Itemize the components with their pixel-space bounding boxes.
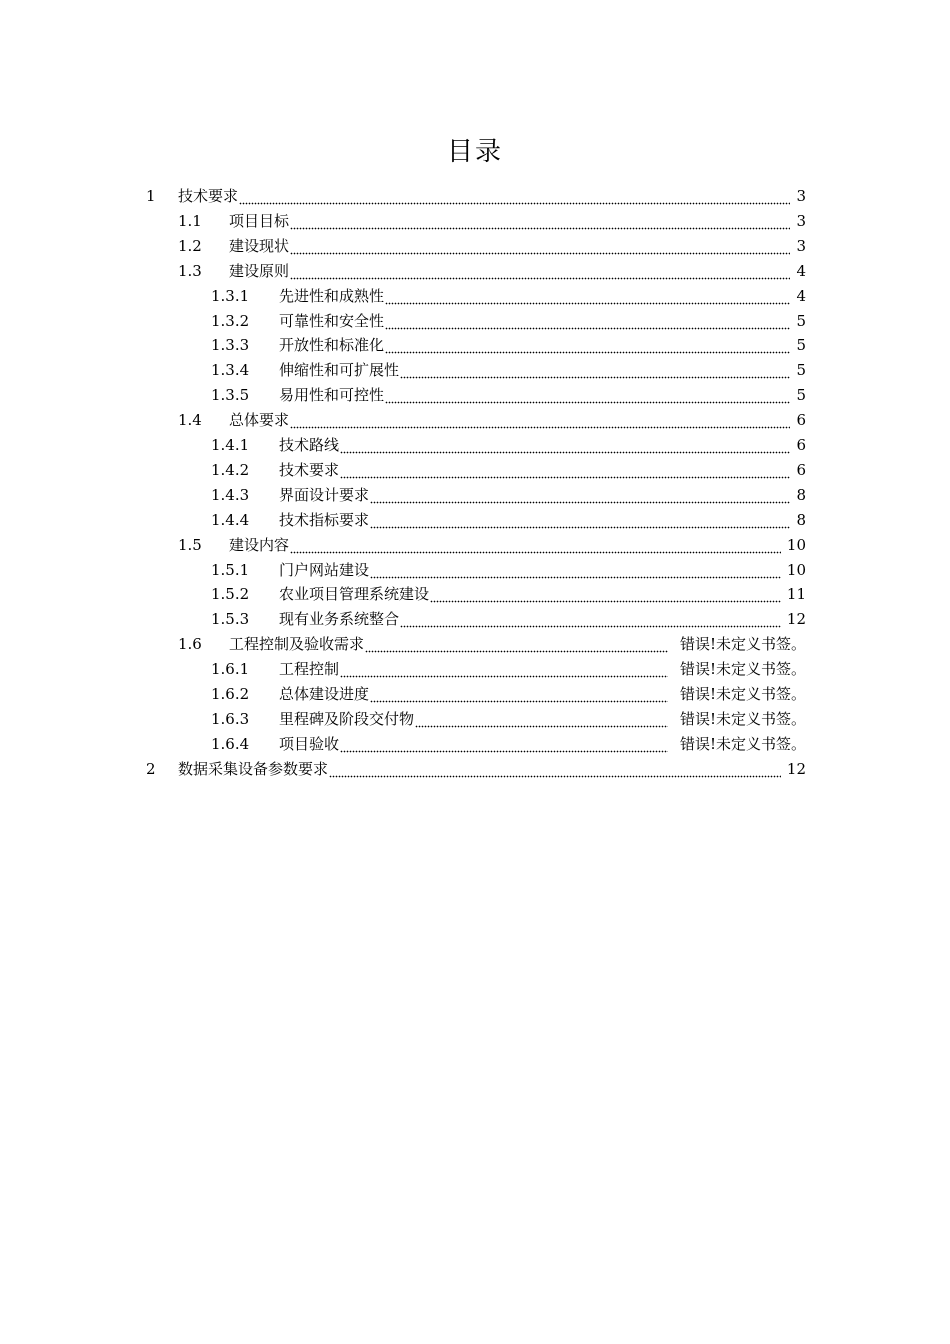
toc-entry-title: 农业项目管理系统建设 <box>279 585 430 604</box>
dot-leader <box>370 558 781 583</box>
toc-entry[interactable] <box>0 558 950 583</box>
toc-entry-title: 项目验收 <box>279 734 340 753</box>
toc-entry-number: 1.6.1 <box>211 660 250 679</box>
toc-entry-number: 1.1 <box>178 211 202 230</box>
dot-leader <box>290 234 790 259</box>
toc-entry-number: 1.4.1 <box>211 436 250 454</box>
toc-entry-title: 总体建设进度 <box>279 685 370 703</box>
toc-entry-title: 建设内容 <box>229 535 290 554</box>
dot-leader <box>430 582 781 607</box>
dot-leader <box>385 284 790 309</box>
toc-entry-number: 1.3.5 <box>211 386 250 405</box>
toc-entry-page-number: 8 <box>796 485 806 504</box>
toc-entry-number: 1.2 <box>178 236 202 255</box>
toc-entry[interactable] <box>0 309 950 334</box>
toc-entry-number: 1.5.3 <box>211 610 250 629</box>
toc-entry-page-number: 5 <box>796 361 806 380</box>
dot-leader <box>290 259 790 284</box>
toc-entry-title: 先进性和成熟性 <box>279 286 385 305</box>
toc-entry-number: 1.5.1 <box>211 560 250 579</box>
dot-leader <box>370 682 668 707</box>
toc-entry-number: 1.3 <box>178 261 202 280</box>
toc-entry-number: 1 <box>146 187 156 205</box>
toc-entry-page-number: 4 <box>796 261 806 280</box>
dot-leader <box>290 533 781 558</box>
dot-leader <box>385 309 790 334</box>
toc-entry-page-number: 错误!未定义书签。 <box>679 635 806 654</box>
toc-entry-title: 开放性和标准化 <box>279 336 385 355</box>
toc-entry-page-number: 错误!未定义书签。 <box>679 685 806 703</box>
toc-entry[interactable] <box>0 209 950 234</box>
dot-leader <box>370 483 790 508</box>
dot-leader <box>370 508 790 533</box>
toc-entry-page-number: 错误!未定义书签。 <box>679 709 806 728</box>
toc-entry-number: 1.4.3 <box>211 485 250 504</box>
toc-entry-number: 1.4.4 <box>211 510 250 529</box>
toc-entry-title: 伸缩性和可扩展性 <box>279 361 400 380</box>
toc-entry[interactable] <box>0 284 950 309</box>
dot-leader <box>290 209 790 234</box>
toc-entry[interactable] <box>0 184 950 209</box>
dot-leader <box>329 757 781 782</box>
toc-entry-number: 1.6.4 <box>211 734 250 753</box>
toc-entry-page-number: 错误!未定义书签。 <box>679 660 806 679</box>
toc-entry-title: 总体要求 <box>229 411 290 430</box>
toc-entry[interactable] <box>0 358 950 383</box>
dot-leader <box>239 184 790 209</box>
dot-leader <box>365 632 668 657</box>
toc-entry-page-number: 5 <box>796 386 806 405</box>
toc-entry-number: 1.6.2 <box>211 685 250 703</box>
toc-entry-page-number: 11 <box>786 585 806 604</box>
dot-leader <box>340 732 668 757</box>
dot-leader <box>340 458 790 483</box>
toc-entry-page-number: 6 <box>796 436 806 454</box>
toc-entry-title: 里程碑及阶段交付物 <box>279 709 415 728</box>
toc-entry-page-number: 4 <box>796 286 806 305</box>
toc-entry-title: 门户网站建设 <box>279 560 370 579</box>
toc-entry-number: 1.5 <box>178 535 202 554</box>
toc-entry-title: 工程控制 <box>279 660 340 679</box>
page-title: 目录 <box>446 137 503 167</box>
toc-entry-number: 1.3.3 <box>211 336 250 355</box>
toc-entry-page-number: 10 <box>786 560 806 579</box>
toc-entry-title: 技术路线 <box>279 436 340 454</box>
dot-leader <box>385 383 790 408</box>
toc-entry-page-number: 错误!未定义书签。 <box>679 734 806 753</box>
dot-leader <box>385 333 790 358</box>
toc-entry[interactable] <box>0 707 950 732</box>
toc-entry-title: 技术要求 <box>279 460 340 479</box>
toc-entry[interactable] <box>0 483 950 508</box>
toc-entry-title: 界面设计要求 <box>279 485 370 504</box>
dot-leader <box>340 657 668 682</box>
dot-leader <box>400 607 781 632</box>
toc-entry-title: 项目目标 <box>229 211 290 230</box>
toc-entry-page-number: 6 <box>796 411 806 430</box>
toc-entry-title: 现有业务系统整合 <box>279 610 400 629</box>
dot-leader <box>290 408 790 433</box>
toc-entry-title: 技术指标要求 <box>279 510 370 529</box>
toc-entry[interactable] <box>0 383 950 408</box>
toc-entry[interactable] <box>0 333 950 358</box>
toc-entry-title: 易用性和可控性 <box>279 386 385 405</box>
toc-entry[interactable] <box>0 458 950 483</box>
toc-entry-page-number: 6 <box>796 460 806 479</box>
toc-entry-number: 1.4.2 <box>211 460 250 479</box>
toc-entry[interactable] <box>0 582 950 607</box>
dot-leader <box>400 358 790 383</box>
toc-entry-number: 1.3.2 <box>211 311 250 330</box>
toc-entry-number: 1.4 <box>178 411 202 430</box>
toc-entry-page-number: 3 <box>796 236 806 255</box>
toc-entry[interactable] <box>0 632 950 657</box>
toc-entry-title: 建设原则 <box>229 261 290 280</box>
toc-entry[interactable] <box>0 508 950 533</box>
toc-entry-page-number: 12 <box>786 759 806 778</box>
toc-entry[interactable] <box>0 732 950 757</box>
toc-entry[interactable] <box>0 757 950 782</box>
toc-entry[interactable] <box>0 408 950 433</box>
toc-entry-page-number: 3 <box>796 187 806 205</box>
toc-entry-title: 可靠性和安全性 <box>279 311 385 330</box>
toc-entry-title: 工程控制及验收需求 <box>229 635 365 654</box>
toc-entry[interactable] <box>0 433 950 458</box>
toc-entry-title: 技术要求 <box>178 187 239 205</box>
toc-entry-page-number: 12 <box>786 610 806 629</box>
toc-entry[interactable] <box>0 682 950 707</box>
toc-entry-number: 2 <box>146 759 156 778</box>
toc-entry[interactable] <box>0 657 950 682</box>
toc-entry[interactable] <box>0 533 950 558</box>
toc-entry-number: 1.3.1 <box>211 286 250 305</box>
toc-entry-page-number: 10 <box>786 535 806 554</box>
dot-leader <box>415 707 668 732</box>
toc-entry[interactable] <box>0 607 950 632</box>
toc-entry-number: 1.6 <box>178 635 202 654</box>
toc-entry-page-number: 3 <box>796 211 806 230</box>
toc-entry-title: 建设现状 <box>229 236 290 255</box>
toc-entry-number: 1.5.2 <box>211 585 250 604</box>
toc-entry-page-number: 5 <box>796 336 806 355</box>
toc-entry-page-number: 8 <box>796 510 806 529</box>
toc-entry-number: 1.3.4 <box>211 361 250 380</box>
toc-entry[interactable] <box>0 234 950 259</box>
toc-entry-number: 1.6.3 <box>211 709 250 728</box>
toc-entry-page-number: 5 <box>796 311 806 330</box>
dot-leader <box>340 433 790 458</box>
toc-entry[interactable] <box>0 259 950 284</box>
toc-entry-title: 数据采集设备参数要求 <box>178 759 329 778</box>
